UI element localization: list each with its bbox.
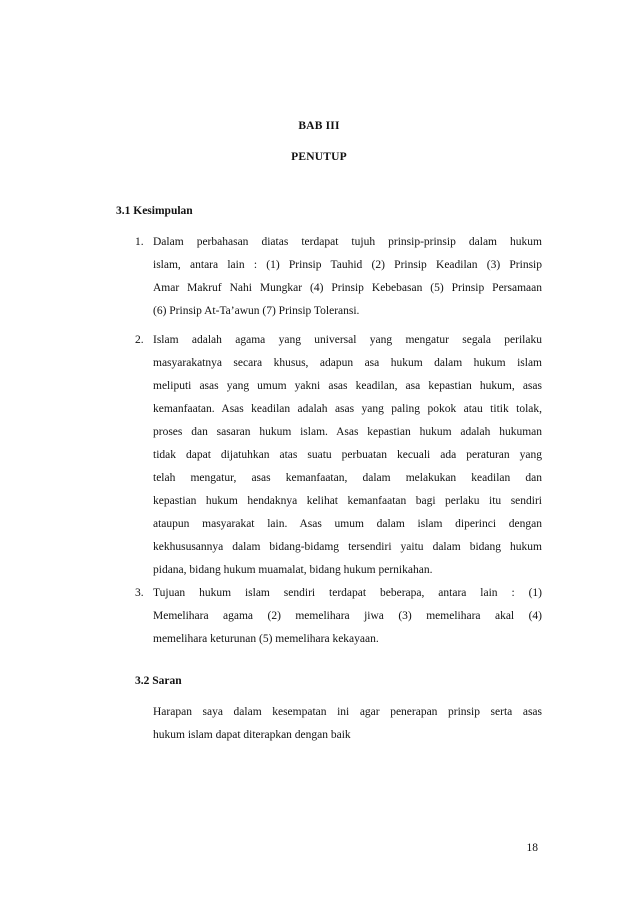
list-item-line: (6) Prinsip At-Ta’awun (7) Prinsip Toleransi. xyxy=(153,305,360,317)
list-item-line: Islam adalah agama yang universal yang mengatur segala perilaku xyxy=(153,334,542,346)
list-item-line: masyarakatnya secara khusus, adapun asa hukum dalam hukum islam xyxy=(153,357,542,369)
paragraph-line: hukum islam dapat diterapkan dengan baik xyxy=(153,729,351,741)
list-item-line: islam, antara lain : (1) Prinsip Tauhid (2) Prinsip Keadilan (3) Prinsip xyxy=(153,259,542,271)
list-item-line: kepastian hukum hendaknya kelihat kemanfaatan bagi perlaku itu sendiri xyxy=(153,495,542,507)
chapter-title: PENUTUP xyxy=(291,151,347,163)
list-item-line: meliputi asas yang umum yakni asas keadilan, asa kepastian hukum, asas xyxy=(153,380,542,392)
paragraph-line: Harapan saya dalam kesempatan ini agar penerapan prinsip serta asas xyxy=(153,706,542,718)
list-item-line: kekhususannya dalam bidang-bidamg tersendiri yaitu dalam bidang hukum xyxy=(153,541,542,553)
list-number: 1. xyxy=(135,236,144,248)
list-item-line: telah mengatur, asas kemanfaatan, dalam melakukan keadilan dan xyxy=(153,472,542,484)
list-number: 3. xyxy=(135,587,144,599)
list-item-line: Dalam perbahasan diatas terdapat tujuh prinsip-prinsip dalam hukum xyxy=(153,236,542,248)
list-item-line: Tujuan hukum islam sendiri terdapat beberapa, antara lain : (1) xyxy=(153,587,542,599)
page-number: 18 xyxy=(526,842,538,854)
list-item-line: tidak dapat dijatuhkan atas suatu perbuatan kecuali ada peraturan yang xyxy=(153,449,542,461)
list-item-line: memelihara keturunan (5) memelihara kekayaan. xyxy=(153,633,379,645)
list-number: 2. xyxy=(135,334,144,346)
list-item-line: ataupun masyarakat lain. Asas umum dalam islam diperinci dengan xyxy=(153,518,542,530)
list-item-line: pidana, bidang hukum muamalat, bidang hukum pernikahan. xyxy=(153,564,433,576)
section-title-saran: 3.2 Saran xyxy=(135,675,182,687)
list-item-line: kemanfaatan. Asas keadilan adalah asas yang paling pokok atau titik tolak, xyxy=(153,403,542,415)
section-title-kesimpulan: 3.1 Kesimpulan xyxy=(116,205,193,217)
list-item-line: proses dan sasaran hukum islam. Asas kepastian hukum adalah hukuman xyxy=(153,426,542,438)
list-item-line: Amar Makruf Nahi Mungkar (4) Prinsip Kebebasan (5) Prinsip Persamaan xyxy=(153,282,542,294)
list-item-line: Memelihara agama (2) memelihara jiwa (3) memelihara akal (4) xyxy=(153,610,542,622)
chapter-label: BAB III xyxy=(298,120,340,132)
